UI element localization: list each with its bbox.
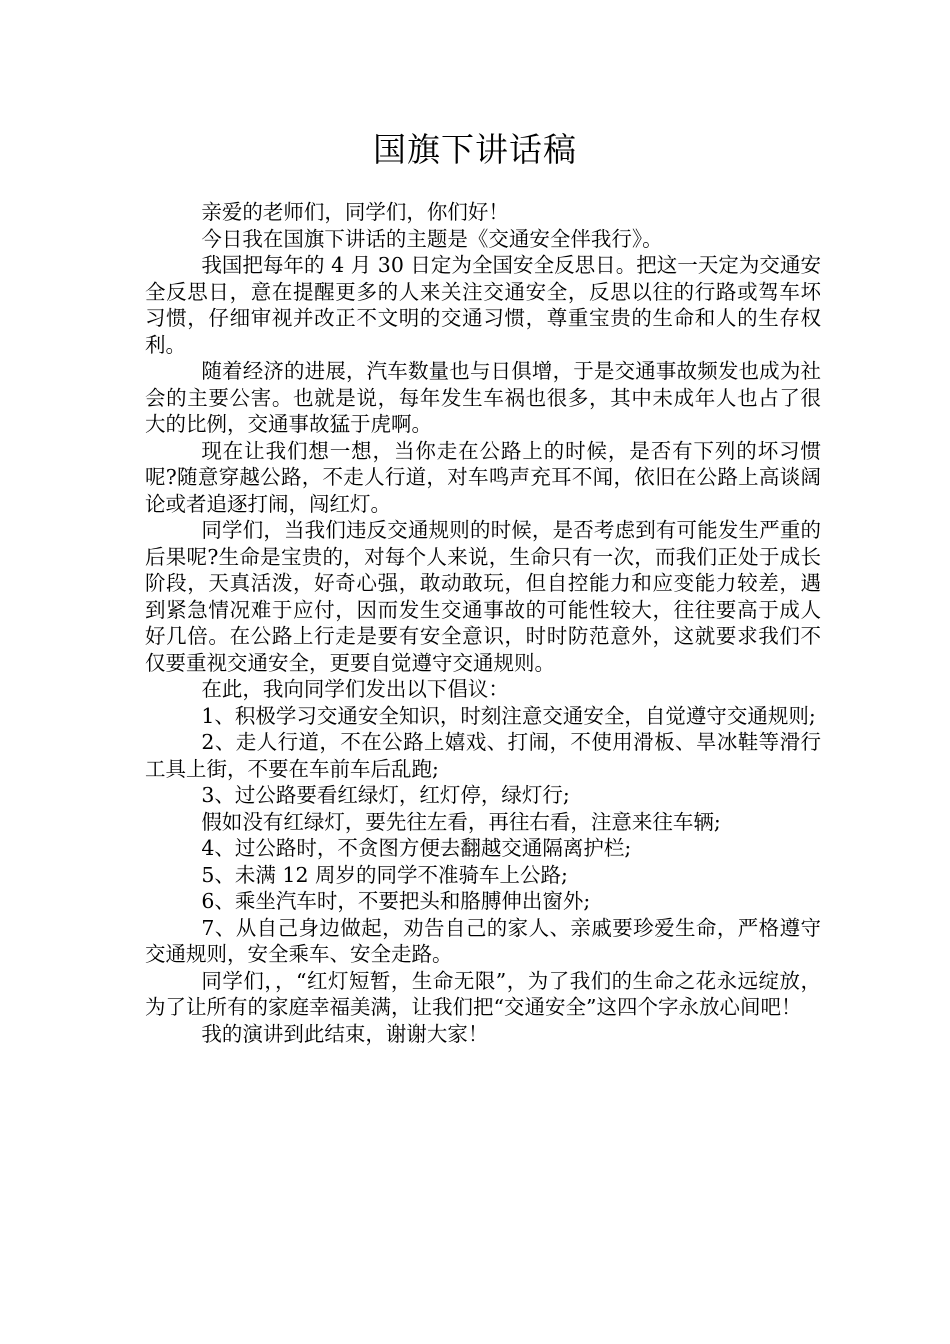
paragraph-proposal-5: 5、未满 12 周岁的同学不准骑车上公路;: [201, 862, 568, 887]
paragraph-proposal-intro: 在此，我向同学们发出以下倡议：: [201, 677, 509, 701]
paragraph-consequences: 同学们，当我们违反交通规则的时候，是否考虑到有可能发生严重的后果呢?生命是宝贵的，对每个人来说，生命只有一次，而我们正处于成长阶段，天真活泼，好奇心强，敢动敢玩，但自控能力和应变能力较差，遇到紧急情况难于应付，因而发生交通事故的可能性较大，往往要高于成人好几倍。在公路上行走是要有安全意识，时时防范意外，这就要求我们不仅要重视交通安全，更要自觉遵守交通规则。: [145, 518, 821, 675]
paragraph-proposal-4: 4、过公路时，不贪图方便去翻越交通隔离护栏;: [201, 836, 632, 860]
paragraph-topic: 今日我在国旗下讲话的主题是《交通安全伴我行》。: [201, 226, 663, 251]
paragraph-appeal: 同学们，，“红灯短暂，生命无限”，为了我们的生命之花永远绽放，为了让所有的家庭幸福美满，让我们把“交通安全”这四个字永放心间吧！: [145, 968, 821, 1019]
paragraph-greeting: 亲爱的老师们，同学们，你们好！: [201, 200, 509, 224]
paragraph-proposal-6: 6、乘坐汽车时，不要把头和胳膊伸出窗外;: [201, 889, 591, 913]
paragraph-proposal-1: 1、积极学习交通安全知识，时刻注意交通安全，自觉遵守交通规则;: [201, 703, 816, 728]
document-body: [145, 199, 821, 1047]
paragraph-proposal-2: 2、走人行道，不在公路上嬉戏、打闹，不使用滑板、旱冰鞋等滑行工具上街，不要在车前车后乱跑;: [145, 730, 821, 781]
paragraph-reflection-day: 我国把每年的 4 月 30 日定为全国安全反思日。把这一天定为交通安全反思日，意在提醒更多的人来关注交通安全，反思以往的行路或驾车坏习惯，仔细审视并改正不文明的交通习惯，尊重宝贵的生命和人的生存权利。: [145, 253, 821, 357]
paragraph-proposal-3: 3、过公路要看红绿灯，红灯停，绿灯行;: [201, 783, 570, 807]
paragraph-proposal-3-note: 假如没有红绿灯，要先往左看，再往右看，注意来往车辆;: [201, 809, 721, 834]
paragraph-economy: 随着经济的进展，汽车数量也与日俱增，于是交通事故频发也成为社会的主要公害。也就是说，每年发生车祸也很多，其中未成年人也占了很大的比例，交通事故猛于虎啊。: [145, 359, 821, 436]
document-title: 国旗下讲话稿: [373, 130, 577, 169]
paragraph-closing: 我的演讲到此结束，谢谢大家！: [201, 1021, 489, 1046]
paragraph-bad-habits: 现在让我们想一想，当你走在公路上的时候，是否有下列的坏习惯呢?随意穿越公路，不走人行道，对车鸣声充耳不闻，依旧在公路上高谈阔论或者追逐打闹，闯红灯。: [145, 438, 821, 516]
paragraph-proposal-7: 7、从自己身边做起，劝告自己的家人、亲戚要珍爱生命，严格遵守交通规则，安全乘车、安全走路。: [145, 915, 821, 966]
